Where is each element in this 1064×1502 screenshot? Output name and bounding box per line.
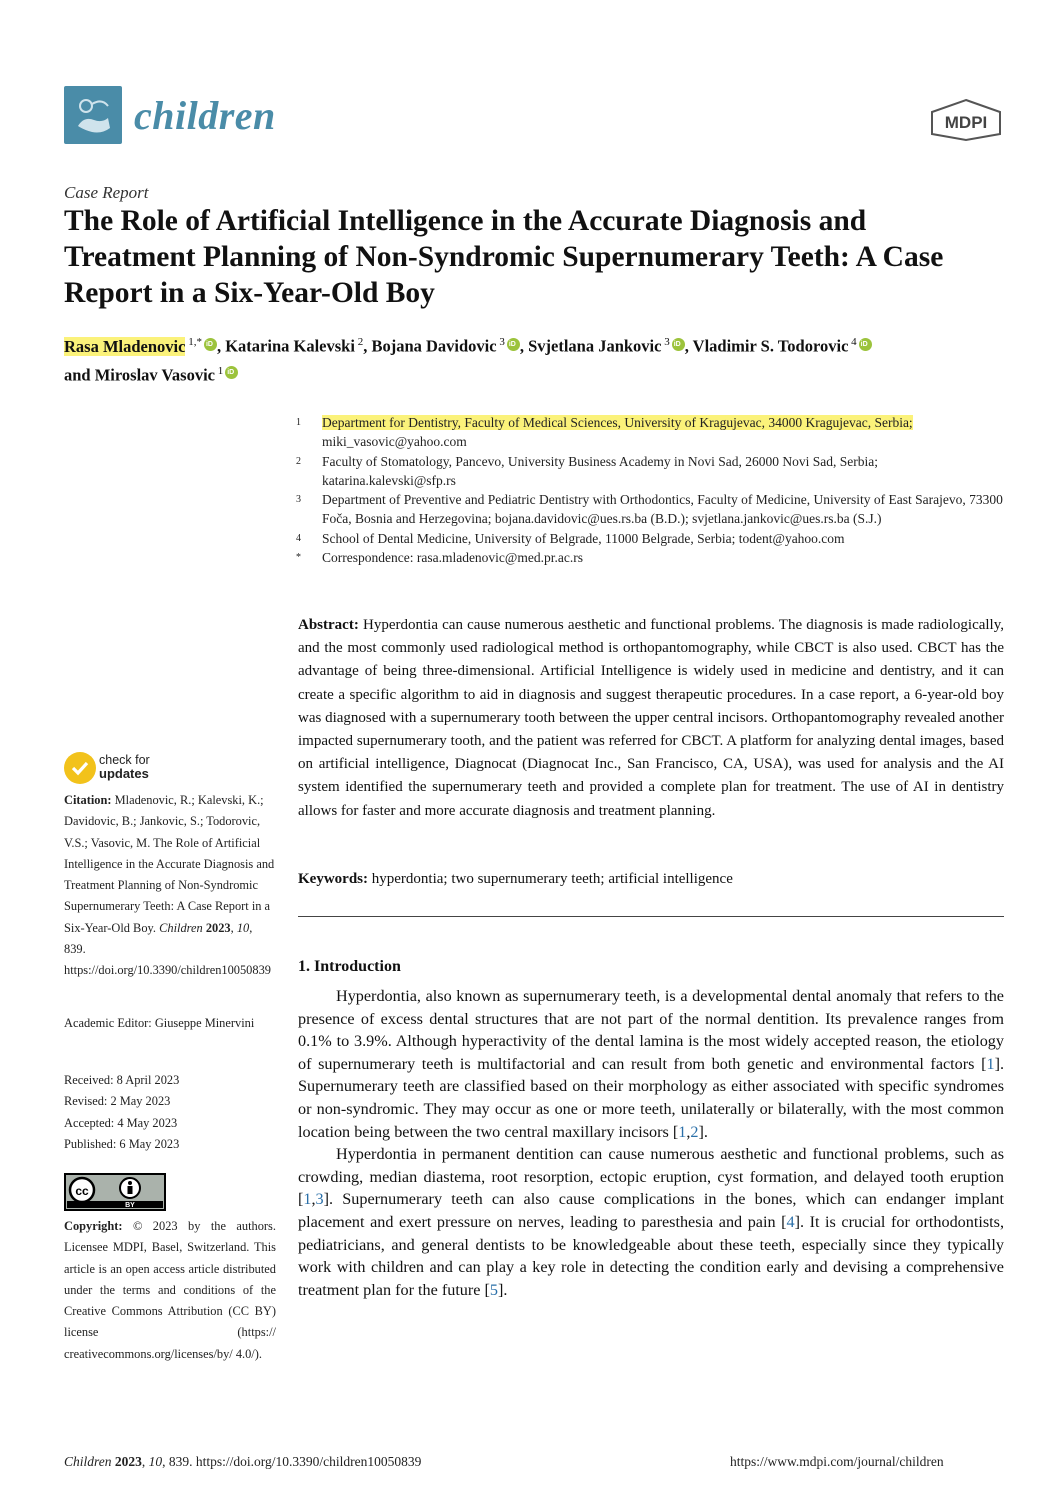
- license-badge-text: BY: [125, 1202, 135, 1209]
- author-and: and: [64, 365, 95, 384]
- copyright-text: © 2023 by the authors. Licensee MDPI, Basel, Switzerland. This article is an open access article distributed under the terms and conditions of the Creative Commons Attribution (CC BY) license (https:// creativecommons.org/licenses/by/ 4.0/).: [64, 1219, 276, 1361]
- affiliation-number: *: [296, 552, 301, 564]
- footer-doi[interactable]: , 839. https://doi.org/10.3390/children10050839: [162, 1454, 422, 1469]
- check-for-updates-button[interactable]: [99, 753, 150, 781]
- author-name: Katarina Kalevski: [225, 336, 355, 356]
- article-type: Case Report: [64, 183, 149, 202]
- affiliation-number: 3: [296, 494, 301, 506]
- author-affiliation-sup: 1: [214, 364, 224, 377]
- author-affiliation-sup: 3: [496, 336, 505, 348]
- reference-link[interactable]: 5: [489, 1280, 499, 1299]
- cc-by-license-icon[interactable]: [64, 1173, 166, 1211]
- revised-date: Revised: 2 May 2023: [64, 1094, 171, 1109]
- author-affiliation-sup: 3: [661, 336, 670, 348]
- abstract: [298, 614, 1004, 823]
- reference-link[interactable]: 1: [678, 1122, 687, 1141]
- author-affiliation-sup: 4: [848, 336, 857, 348]
- svg-text:cc: cc: [75, 1184, 89, 1198]
- author-affiliation-sup: 1,*: [185, 336, 202, 348]
- section-title: 1. Introduction: [298, 958, 401, 975]
- affiliation-text: Faculty of Stomatology, Pancevo, University Business Academy in Novi Sad, 26000 Novi Sad, Serbia; katarina.kalevski@sfp.rs: [322, 453, 878, 488]
- mdpi-logo-icon: [928, 98, 1004, 142]
- orcid-icon[interactable]: [672, 338, 685, 351]
- citation-year: 2023: [205, 920, 231, 935]
- affiliation-text: School of Dental Medicine, University of Belgrade, 11000 Belgrade, Serbia; todent@yahoo.com: [322, 530, 845, 546]
- divider: [298, 916, 1004, 917]
- footer-journal: Children: [64, 1454, 112, 1469]
- abstract-label: Abstract:: [298, 617, 359, 633]
- affiliation-item: [296, 490, 1006, 529]
- updates-label: updates: [99, 766, 149, 781]
- affiliation-number: 4: [296, 532, 301, 544]
- check-for-updates-icon[interactable]: [64, 752, 96, 784]
- copyright: [64, 1216, 276, 1365]
- copyright-label: Copyright:: [64, 1219, 123, 1233]
- affiliation-item: [296, 452, 1006, 491]
- affiliation-item: [296, 413, 1006, 452]
- reference-link[interactable]: 1: [303, 1190, 312, 1209]
- reference-link[interactable]: 4: [786, 1212, 795, 1231]
- citation: Citation: Mladenovic, R.; Kalevski, K.; Davidovic, B.; Jankovic, S.; Todorovic, V.S.; Vasovic, M. The Role of Artificial Intelligence in the Accurate Diagnosis and Treatment Planning of Non-Syndromic Supernumerary Teeth: A Case Report in a Six-Year-Old Boy. Children 2023, 10, 839. https://doi.org/10.3390/children10050839: [64, 793, 275, 978]
- keywords: [298, 868, 1004, 891]
- affiliation-text: Correspondence: rasa.mladenovic@med.pr.ac.rs: [322, 550, 583, 566]
- citation-doi[interactable]: , 839. https://doi.org/10.3390/children10050839: [64, 920, 271, 978]
- orcid-icon[interactable]: [225, 366, 238, 379]
- introduction-body: [298, 985, 1004, 1301]
- abstract-text: Hyperdontia can cause numerous aesthetic and functional problems. The diagnosis is made radiologically, and the most commonly used radiological method is orthopantomography, while CBCT is also used. CBCT has the advantage of being three-dimensional. Artificial Intelligence is widely used in medicine and dentistry, and it can create a specific algorithm to aid in diagnosis and suggest therapeutic procedures. In a case report, a 6-year-old boy was diagnosed with a supernumerary tooth between the upper central incisors. Orthopantomography revealed another impacted supernumerary tooth, and the patient was referred for CBCT. A platform for analyzing dental images, based on artificial intelligence, Diagnocat (Diagnocat Inc., San Francisco, CA, USA), was used for analysis and the AI system identified the supernumerary teeth and provided a complete plan for treatment. The use of AI in dentistry allows for faster and more accurate diagnosis and treatment planning.: [298, 617, 1004, 819]
- citation-journal: Children: [159, 920, 203, 935]
- footer-year: 2023: [114, 1454, 142, 1469]
- footer-volume: 10: [148, 1454, 163, 1469]
- accepted-date: Accepted: 4 May 2023: [64, 1115, 178, 1130]
- reference-link[interactable]: 1: [986, 1054, 995, 1073]
- journal-name: children: [134, 93, 276, 138]
- author-name: Miroslav Vasovic: [94, 365, 215, 384]
- affiliation-item: [296, 529, 1006, 548]
- footer-url[interactable]: https://www.mdpi.com/journal/children: [730, 1454, 944, 1469]
- affiliations: [296, 413, 1006, 567]
- affiliation-text: Department for Dentistry, Faculty of Medical Sciences, University of Kragujevac, 34000 Kragujevac, Serbia; miki_vasovic@yahoo.com: [322, 415, 913, 450]
- author-list: Rasa Mladenovic $^{1,*}$iD , Katarina Kalevski $^2$, Bojana Davidovic $^3$iD , Svjetlana Jankovic $^3$iD , Vladimir S. Todorovic $^4$iD and Miroslav Vasovic $^1$iD: [64, 330, 1024, 387]
- affiliation-item: [296, 548, 1006, 567]
- intro-paragraph: Hyperdontia, also known as supernumerary teeth, is a developmental dental anomaly that refers to the presence of excess dental structures that are not part of the normal dentition. Its prevalence ranges from 0.1% to 3.9%. Although hyperactivity of the dental lamina is the most widely accepted reason, the etiology of supernumerary teeth is multifactorial and can result from both genetic and environmental factors [1]. Supernumerary teeth are classified based on their morphology as either associated with specific syndromes or non-syndromic. They may occur as one or more teeth, unilaterally or bilaterally, with the most common location being between the two central maxillary incisors [1,2].: [298, 987, 1004, 1141]
- orcid-icon[interactable]: [204, 338, 217, 351]
- author-name: Bojana Davidovic: [371, 336, 497, 356]
- keywords-text: hyperdontia; two supernumerary teeth; artificial intelligence: [371, 871, 733, 887]
- reference-link[interactable]: 3: [315, 1190, 324, 1209]
- journal-logo-icon: [64, 86, 122, 144]
- author-name: Svjetlana Jankovic: [528, 336, 662, 356]
- check-for-label: check for: [99, 753, 150, 767]
- affiliation-number: 1: [296, 417, 301, 428]
- received-date: Received: 8 April 2023: [64, 1073, 180, 1087]
- article-title: The Role of Artificial Intelligence in the Accurate Diagnosis and Treatment Planning of Non-Syndromic Supernumerary Teeth: A Case Report in a Six-Year-Old Boy: [64, 205, 944, 309]
- keywords-label: Keywords:: [298, 871, 368, 887]
- citation-label: Citation:: [64, 793, 112, 807]
- citation-volume: 10: [236, 920, 250, 935]
- footer-citation: Children 2023, 10, 839. https://doi.org/10.3390/children10050839: [64, 1454, 422, 1469]
- orcid-icon[interactable]: [859, 338, 872, 351]
- author-name: Rasa Mladenovic: [64, 336, 186, 356]
- mdpi-logo-text: MDPI: [944, 113, 988, 132]
- affiliation-number: 2: [296, 455, 301, 467]
- publication-dates: [64, 1070, 276, 1155]
- author-name: Vladimir S. Todorovic: [692, 336, 849, 356]
- author-affiliation-sup: 2: [354, 336, 364, 348]
- affiliation-text: Department of Preventive and Pediatric Dentistry with Orthodontics, Faculty of Medicine, University of East Sarajevo, 73300 Foča, Bosnia and Herzegovina; bojana.davidovic@ues.rs.ba (B.D.); svjetlana.jankovic@ues.rs.ba (S.J.): [322, 492, 1003, 527]
- academic-editor: Academic Editor: Giuseppe Minervini: [64, 1016, 255, 1030]
- citation-text: Mladenovic, R.; Kalevski, K.; Davidovic, B.; Jankovic, S.; Todorovic, V.S.; Vasovic, M. The Role of Artificial Intelligence in the Accurate Diagnosis and Treatment Planning of Non-Syndromic Supernumerary Teeth: A Case Report in a Six-Year-Old Boy.: [64, 793, 275, 935]
- affiliation-highlight: Department for Dentistry, Faculty of Medical Sciences, University of Kragujevac, 34000 Kragujevac, Serbia;: [322, 415, 913, 430]
- reference-link[interactable]: 2: [690, 1122, 699, 1141]
- published-date: Published: 6 May 2023: [64, 1136, 180, 1151]
- intro-paragraph: Hyperdontia in permanent dentition can cause numerous aesthetic and functional problems, such as crowding, median diastema, root resorption, ectopic eruption, cyst formation, and delayed tooth eruption [1,3]. Supernumerary teeth can also cause complications in the bones, which can endanger implant placement and exert pressure on nerves, leading to paresthesia and pain [4]. It is crucial for orthodontists, pediatricians, and general dentists to be knowledgeable about these teeth, especially since they typically work with children and can play a key role in detecting the condition early and devising a comprehensive treatment plan for the future [5].: [298, 1145, 1004, 1299]
- orcid-icon[interactable]: [507, 338, 520, 351]
